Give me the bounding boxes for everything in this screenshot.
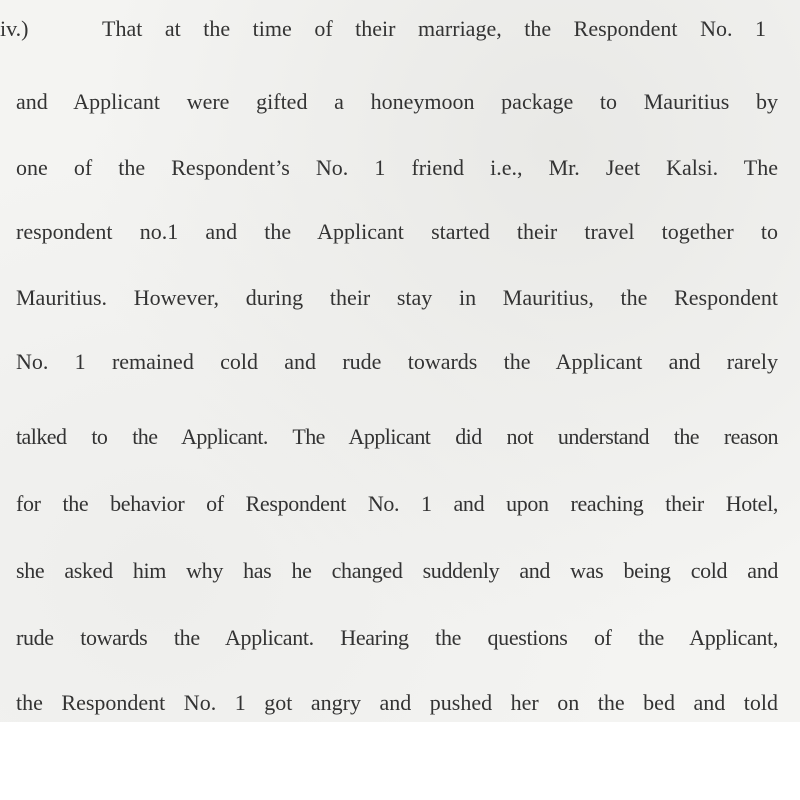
text-line-10: rude towards the Applicant. Hearing the questions of the Applicant, <box>16 625 778 650</box>
paragraph-first-line <box>0 16 766 42</box>
text-line-9: she asked him why has he changed suddenly and was being cold and <box>16 558 778 583</box>
text-line-1: That at the time of their marriage, the Respondent No. 1 <box>102 16 766 41</box>
text-line-2: and Applicant were gifted a honeymoon package to Mauritius by <box>16 89 778 114</box>
text-line-8: for the behavior of Respondent No. 1 and upon reaching their Hotel, <box>16 491 778 516</box>
text-line-4: respondent no.1 and the Applicant started their travel together to <box>16 219 778 244</box>
text-line-5: Mauritius. However, during their stay in Mauritius, the Respondent <box>16 285 778 310</box>
text-line-3: one of the Respondent’s No. 1 friend i.e., Mr. Jeet Kalsi. The <box>16 155 778 180</box>
paragraph-label: iv.) <box>0 16 29 41</box>
text-line-11: the Respondent No. 1 got angry and pushed her on the bed and told <box>16 690 778 715</box>
text-line-6: No. 1 remained cold and rude towards the Applicant and rarely <box>16 349 778 374</box>
text-line-7: talked to the Applicant. The Applicant did not understand the reason <box>16 424 778 449</box>
